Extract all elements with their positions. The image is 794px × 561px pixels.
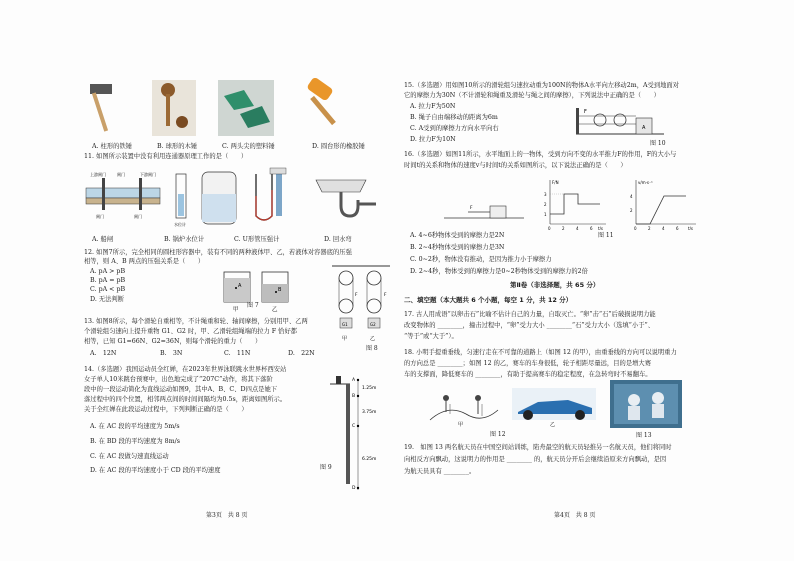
section2-header: 第Ⅱ卷（非选择题，共 65 分） <box>510 281 600 289</box>
block-a-label: A <box>642 125 646 131</box>
plumb-line-walk-figure <box>430 395 498 428</box>
force-f-label: F <box>584 109 587 115</box>
force-time-graph <box>544 180 606 230</box>
graph2-xtick-4: 4 <box>662 226 665 230</box>
q19-line-3: 为航天员具有 ________。 <box>404 468 476 475</box>
graph1-xtick-6: 6 <box>590 226 593 230</box>
wood-hammer-icon <box>152 80 196 136</box>
graph1-ytick-1: 1 <box>544 212 547 217</box>
q17-line-2: 改变物体的 ________，撞击过程中，“卵”受力大小 ________“石”受力大小（选填“小于”、 <box>404 322 655 329</box>
q15-option-b: B. 绳子自由端移动的距离为6m <box>410 114 498 121</box>
ship-lock-figure <box>86 171 160 219</box>
right-page-footer: 第4页 共 8 页 <box>554 512 596 519</box>
graph1-ylabel: F/N <box>552 180 559 185</box>
q12-option-d: D. 无法判断 <box>90 296 125 303</box>
point-a-label: A <box>238 283 242 289</box>
lock-label-gate: 闸门 <box>117 172 125 177</box>
q14-stem-3: 段中的一段运动简化为直线运动如图9，其中A、B、C、D四点是她下 <box>84 386 278 393</box>
q10-option-d: D. 圆台形的橡胶锤 <box>312 143 365 150</box>
q12-option-c: C. pA < pB <box>90 286 126 293</box>
fig12-jia-label: 甲 <box>458 422 464 428</box>
point-c-label: C <box>352 424 356 429</box>
q13-stem-1: 13. 如图8所示，每个滑轮自重相等，不计绳重和轮、轴间摩擦，分别用甲、乙两 <box>84 318 308 325</box>
pulley-yi-label: 乙 <box>370 336 376 342</box>
q12-option-a: A. pA > pB <box>90 268 126 275</box>
lock-label-downstream: 下游闸门 <box>140 172 156 177</box>
distance-bc-label: 3.75m <box>362 410 377 415</box>
lock-label-gate-3: 闸门 <box>134 214 142 219</box>
force-f-label-2: F <box>384 293 387 298</box>
rubber-hammer-icon <box>306 76 336 125</box>
graph2-xlabel: t/s <box>688 226 693 230</box>
q11-option-c: C. U形管压强计 <box>234 236 280 243</box>
q11-option-b: B. 锅炉水位计 <box>164 236 205 243</box>
graph2-xtick-2: 2 <box>648 226 651 230</box>
container-jia-label: 甲 <box>233 307 239 313</box>
u-tube-gauge-figure <box>256 168 286 220</box>
q16-option-d: D. 2~4秒，物体受到的摩擦力是0~2秒物体受到的摩擦力的2倍 <box>410 268 588 275</box>
force-f-label-1: F <box>355 293 358 298</box>
graph1-xtick-2: 2 <box>562 226 565 230</box>
q13-stem-3: 相等，已知 G1=66N、G2=36N，则每个滑轮的重力（ ） <box>84 338 262 345</box>
section2-title: 二、填空题（本大题共 6 个小题，每空 1 分，共 12 分） <box>404 296 573 304</box>
q16-option-c: C. 0~2秒，物体没有推动，是因为推力小于摩擦力 <box>410 256 552 263</box>
fig10-caption: 图 10 <box>650 140 666 147</box>
left-page-footer: 第3页 共 8 页 <box>206 512 248 519</box>
pulley-jia-label: 甲 <box>342 336 348 342</box>
fig12-images <box>428 384 598 428</box>
graph2-xtick-0: 0 <box>634 226 637 230</box>
q19-line-2: 向相反方向飘动，这说明力的作用是 ________ 的，航天员分开后会继续沿原来方向飘动，是因 <box>404 456 667 463</box>
g2-label: G2 <box>370 322 376 327</box>
fig8-pulleys <box>330 262 392 346</box>
fig11-caption: 图 11 <box>598 232 614 239</box>
graph2-xtick-6: 6 <box>676 226 679 230</box>
q15-option-d: D. 拉力F为10N <box>410 136 456 143</box>
q18-line-1: 18. 小明手提重垂线，匀速行走在不可靠的道路上（如图 12 的甲），由重垂线的方向可以说明重力 <box>404 349 677 356</box>
graph1-xtick-0: 0 <box>548 226 551 230</box>
q16-stem-2: 时间t的关系和物体的速度v与时间t的关系如图所示，以下说法正确的是（ ） <box>404 162 627 169</box>
q18-line-2: 的方向总是 ________；如图 12 的乙，赛车的车身很低，轮子相距尽量远，目的是增大赛 <box>404 360 652 367</box>
q13-option-a: A. 12N <box>90 350 117 357</box>
water-level-label: 水位计 <box>174 222 186 227</box>
q10-option-a: A. 柱形的铁锤 <box>92 143 133 150</box>
q18-line-3: 车的支撑面，降低赛车的 ________，有助于提高赛车的稳定程度，在急转弯时不易翻车。 <box>404 371 652 378</box>
point-b-label: B <box>352 394 356 399</box>
velocity-time-graph <box>630 180 696 230</box>
g1-label: G1 <box>342 322 348 327</box>
boiler-gauge-figure <box>174 172 236 227</box>
q16-option-a: A. 4~6秒物体受到的摩擦力是2N <box>410 232 505 239</box>
fig13-astronauts-image <box>610 380 682 428</box>
hammer-images <box>84 76 384 138</box>
plastic-hammer-icon <box>218 80 274 136</box>
q13-stem-2: 个滑轮组匀速向上提升重物 G1、G2 时，甲、乙滑轮组绳端的拉力 F 恰好都 <box>84 328 298 335</box>
q12-option-b: B. pA = pB <box>90 277 126 284</box>
graph1-xtick-4: 4 <box>576 226 579 230</box>
point-b-label: B <box>278 287 282 293</box>
q13-option-b: B. 3N <box>160 350 183 357</box>
q14-stem-1: 14.（多选题）我国运动员全红婵，在2023年世界泳联跳水世界杯西安站 <box>84 366 287 373</box>
graph1-ytick-2: 2 <box>544 202 547 207</box>
q15-stem-2: 它的摩擦力为30N（不计滑轮和绳重及滑轮与绳之间的摩擦），下列说法中正确的是（ ） <box>404 92 660 99</box>
q11-figures <box>84 164 394 234</box>
fig13-caption: 图 13 <box>636 432 652 439</box>
race-car-figure <box>512 388 596 428</box>
q11-option-d: D. 回水弯 <box>324 236 352 243</box>
q19-line-1: 19. 如图 13 两名航天员在中国空间站训练，陷舟最空的航天员轻推另一名航天员，他们将同时 <box>404 444 672 451</box>
fig12-caption: 图 12 <box>490 431 506 438</box>
q12-stem-2: 相等，则 A、B 两点的压强关系是（ ） <box>84 258 205 265</box>
q14-option-d: D. 在 AC 段的平均速度小于 CD 段的平均速度 <box>90 467 221 474</box>
q16-stem-1: 16.（多选题）如图11所示，水平地面上的一物体，受到方向不变的水平推力F的作用，F的大小与 <box>404 151 677 158</box>
q15-option-a: A. 拉力F为50N <box>410 103 456 110</box>
fig9-diving-platform <box>328 372 392 496</box>
q12-stem-1: 12. 如图7所示，完全相同的圆柱形容器中，装有不同的两种液体甲、乙，若液体对容器底的压强 <box>84 249 352 256</box>
graph2-ytick-4: 4 <box>630 194 633 199</box>
q13-option-c: C. 11N <box>224 350 251 357</box>
q17-line-1: 17. 古人用成语“以卵击石”比喻不估计自己的力量，自取灭亡。“卵”击“石”后破损说明力能 <box>404 311 656 318</box>
fig11-graphs <box>440 176 710 230</box>
q14-option-c: C. 在 AC 段做匀速直线运动 <box>90 453 169 460</box>
sink-trap-figure <box>316 180 376 216</box>
q16-option-b: B. 2~4秒物体受到的摩擦力是3N <box>410 244 505 251</box>
point-d-label: D <box>352 486 356 491</box>
graph2-ylabel: v/m·s⁻¹ <box>638 180 653 185</box>
q10-option-c: C. 两头尖的塑料锤 <box>222 143 275 150</box>
q15-option-c: C. A受到的摩擦力方向水平向右 <box>410 125 499 132</box>
fig7-caption: 图 7 <box>247 302 259 309</box>
q15-stem-1: 15.（多选题）用如图10所示的滑轮组匀速拉动重为100N的物体A水平向左移动2m，A受到地面对 <box>404 82 680 89</box>
fig8-caption: 图 8 <box>366 345 378 352</box>
q14-option-b: B. 在 BD 段的平均速度为 8m/s <box>90 438 181 445</box>
q11-option-a: A. 船闸 <box>92 236 114 243</box>
distance-cd-label: 6.25m <box>362 457 377 462</box>
q17-line-3: “等于”或“大于”）。 <box>404 333 458 340</box>
iron-hammer-icon <box>90 84 112 132</box>
fig10-pulley-block <box>574 104 666 138</box>
fig9-caption: 图 9 <box>320 464 332 471</box>
container-yi-label: 乙 <box>272 307 278 313</box>
graph1-xlabel: t/s <box>598 226 603 230</box>
q14-stem-5: 关于全红婵在此段运动过程中，下列判断正确的是（ ） <box>84 406 248 413</box>
q14-stem-4: 落过程中的四个位置，相邻两点间的时间间隔均为0.5s，距离如图所示。 <box>84 396 287 403</box>
q10-option-b: B. 球形的木锤 <box>157 143 198 150</box>
point-a-label: A <box>352 378 356 383</box>
graph1-ytick-3: 3 <box>544 192 547 197</box>
q11-stem: 11. 如图所示装置中没有利用连通器原理工作的是（ ） <box>84 153 248 160</box>
q14-stem-2: 女子单人10米跳台预赛中，出色地完成了“207C”动作，将其下落阶 <box>84 376 273 383</box>
q13-option-d: D. 22N <box>288 350 315 357</box>
graph-force-label: F <box>470 206 473 211</box>
q14-option-a: A. 在 AC 段的平均速度为 5m/s <box>90 423 180 430</box>
lock-label-upstream: 上游闸门 <box>90 172 106 177</box>
fig12-yi-label: 乙 <box>550 422 556 428</box>
graph2-ytick-2: 2 <box>630 208 633 213</box>
distance-ab-label: 1.25m <box>362 386 377 391</box>
lock-label-gate-2: 闸门 <box>96 214 104 219</box>
